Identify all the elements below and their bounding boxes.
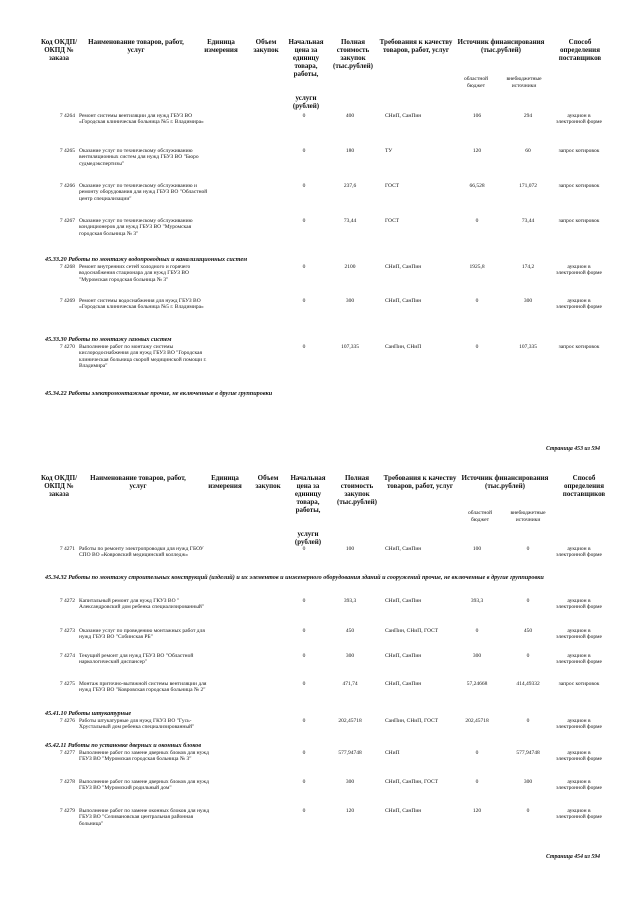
group-heading: 45.34.22 Работы электромонтажные прочие, не включенные в другие группировки xyxy=(45,390,273,397)
header-method: Способ определения поставщиков xyxy=(562,474,606,498)
row-requirements: СНиП, СанПин xyxy=(385,598,422,604)
row-price: 0 xyxy=(302,218,306,224)
row-requirements: СНиП, СанПин xyxy=(385,681,422,687)
row-regional: 0 xyxy=(475,298,479,304)
row-extra: 0 xyxy=(526,598,530,604)
row-code: 7 4279 xyxy=(59,808,75,814)
row-extra: 0 xyxy=(526,808,530,814)
header-price-unit: услуги (рублей) xyxy=(292,94,320,110)
row-total: 107,335 xyxy=(341,344,359,350)
row-code: 7 4278 xyxy=(59,779,75,785)
row-extra: 0 xyxy=(526,546,530,552)
row-method: аукцион в электронной форме xyxy=(556,113,602,126)
header-total: Полная стоимость закупок (тыс.рублей) xyxy=(336,474,378,506)
row-method: запрос котировок xyxy=(558,148,600,154)
row-name: Оказание услуг по проведению монтажных работ для нужд ГБУЗ ВО "Собинская РБ" xyxy=(79,628,205,641)
row-method: аукцион в электронной форме xyxy=(556,546,602,559)
row-name: Капитальный ремонт для нужд ГКУЗ ВО " Александровский дом ребенка специализированный" xyxy=(79,598,205,611)
row-extra: 577,94748 xyxy=(516,750,540,756)
header-price: Начальная цена за единицу товара, работы, xyxy=(290,474,326,514)
row-regional: 106 xyxy=(472,113,482,119)
row-requirements: СанПин, СНиП, ГОСТ xyxy=(385,628,439,634)
row-name: Работы по ремонту электропроводки для нужд ГБОУ СПО ВО «Ковровский медицинский колледж» xyxy=(79,546,204,559)
row-total: 2100 xyxy=(344,264,356,270)
row-price: 0 xyxy=(302,653,306,659)
header-volume: Объем закупок xyxy=(253,38,279,54)
row-total: 120 xyxy=(345,808,355,814)
row-price: 0 xyxy=(302,750,306,756)
page-number: Страница 453 из 594 xyxy=(546,446,601,452)
row-price: 0 xyxy=(302,546,306,552)
row-total: 237,6 xyxy=(343,183,357,189)
row-price: 0 xyxy=(302,681,306,687)
row-method: аукцион в электронной форме xyxy=(556,750,602,763)
row-method: запрос котировок xyxy=(558,681,600,687)
row-name: Монтаж приточно-вытяжной системы вентиляции для нужд ГБУЗ ВО "Ковровская городская больница № 2" xyxy=(79,681,207,694)
row-code: 7 4267 xyxy=(59,218,75,224)
row-price: 0 xyxy=(302,598,306,604)
row-extra: 0 xyxy=(526,653,530,659)
page-453 xyxy=(0,0,640,452)
row-name: Ремонт системы водоснабжения для нужд ГБУЗ ВО «Городская клиническая больница №5 г. Владимира» xyxy=(79,298,204,311)
row-code: 7 4265 xyxy=(59,148,75,154)
row-regional: 1925,8 xyxy=(469,264,485,270)
page-number: Страница 454 из 594 xyxy=(546,854,601,860)
row-regional: 0 xyxy=(475,344,479,350)
row-method: аукцион в электронной форме xyxy=(556,298,602,311)
row-code: 7 4268 xyxy=(59,264,75,270)
header-source-regional: областной бюджет xyxy=(467,510,493,523)
row-regional: 300 xyxy=(472,653,482,659)
row-method: аукцион в электронной форме xyxy=(556,653,602,666)
row-requirements: СНиП, СанПин xyxy=(385,298,422,304)
row-requirements: СНиП, СанПин xyxy=(385,546,422,552)
row-extra: 450 xyxy=(523,628,533,634)
row-price: 0 xyxy=(302,264,306,270)
row-requirements: СНиП, СанПин xyxy=(385,113,422,119)
row-price: 0 xyxy=(302,779,306,785)
row-name: Выполнение работ по монтажу системы кислородоснабжения для нужд ГБУЗ ВО "Городская клиническая больница скорой медицинской помощи г. Владимира" xyxy=(79,344,207,370)
header-code: Код ОКДП/ ОКПД № заказа xyxy=(40,474,78,498)
row-method: аукцион в электронной форме xyxy=(556,264,602,277)
row-name: Выполнение работ по замене дверных блоков для нужд ГБУЗ ВО "Муромский родильный дом" xyxy=(79,779,209,792)
row-requirements: СанПин, СНиП, ГОСТ xyxy=(385,718,439,724)
row-name: Оказание услуг по техническому обслуживанию и ремонту оборудования для нужд ГБУЗ ВО "Областной центр специализации" xyxy=(79,183,208,202)
row-requirements: ГОСТ xyxy=(385,183,400,189)
header-total: Полная стоимость закупок (тыс.рублей) xyxy=(332,38,374,70)
row-extra: 300 xyxy=(523,298,533,304)
row-extra: 171,072 xyxy=(519,183,537,189)
row-code: 7 4274 xyxy=(59,653,75,659)
row-total: 471,74 xyxy=(342,681,358,687)
row-total: 300 xyxy=(345,298,355,304)
row-total: 393,3 xyxy=(343,598,357,604)
row-name: Выполнение работ по замене дверных блоков для нужд ГБУЗ ВО "Муромская городская больница № 3" xyxy=(79,750,209,763)
row-method: аукцион в электронной форме xyxy=(556,628,602,641)
row-name: Текущий ремонт для нужд ГБУЗ ВО "Областной наркологический диспансер" xyxy=(79,653,194,666)
row-code: 7 4271 xyxy=(59,546,75,552)
page-454 xyxy=(0,452,640,905)
row-regional: 66,528 xyxy=(469,183,485,189)
row-regional: 202,45718 xyxy=(465,718,489,724)
header-unit: Единица измерения xyxy=(208,474,242,490)
row-name: Выполнение работ по замене оконных блоков для нужд ГБУЗ ВО "Селивановская центральная районная больница" xyxy=(79,808,210,827)
row-price: 0 xyxy=(302,148,306,154)
group-heading: 45.33.20 Работы по монтажу водопроводных и канализационных систем xyxy=(45,256,248,263)
header-price: Начальная цена за единицу товара, работы, xyxy=(288,38,324,78)
header-name: Наименование товаров, работ, услуг xyxy=(88,38,184,54)
row-extra: 60 xyxy=(525,148,531,154)
row-total: 100 xyxy=(345,546,355,552)
row-total: 73,44 xyxy=(343,218,357,224)
group-heading: 45.33.30 Работы по монтажу газовых систем xyxy=(45,336,172,343)
row-method: запрос котировок xyxy=(558,218,600,224)
header-name: Наименование товаров, работ, услуг xyxy=(90,474,186,490)
row-method: запрос котировок xyxy=(558,183,600,189)
row-requirements: СНиП, СанПин xyxy=(385,808,422,814)
row-code: 7 4275 xyxy=(59,681,75,687)
row-name: Ремонт внутренних сетей холодного и горячего водоснабжения стационара для нужд ГБУЗ ВО "Муромская городская больница № 3" xyxy=(79,264,191,283)
row-regional: 120 xyxy=(472,808,482,814)
row-requirements: ТУ xyxy=(385,148,393,154)
header-volume: Объем закупок xyxy=(255,474,281,490)
row-price: 0 xyxy=(302,628,306,634)
row-total: 450 xyxy=(345,628,355,634)
row-code: 7 4276 xyxy=(59,718,75,724)
row-regional: 0 xyxy=(475,628,479,634)
row-price: 0 xyxy=(302,298,306,304)
header-method: Способ определения поставщиков xyxy=(558,38,602,62)
group-heading: 45.34.32 Работы по монтажу строительных конструкций (изделий) и их элементов и инженерного оборудования зданий и сооружений прочие, не включенные в другие группировки xyxy=(45,574,544,581)
row-extra: 73,44 xyxy=(521,218,535,224)
header-source-regional: областной бюджет xyxy=(463,76,489,89)
row-total: 400 xyxy=(345,113,355,119)
row-requirements: СанПин, СНиП xyxy=(385,344,422,350)
row-price: 0 xyxy=(302,344,306,350)
row-total: 577,94748 xyxy=(338,750,362,756)
row-method: аукцион в электронной форме xyxy=(556,718,602,731)
header-source-extra: внебюджетные источники xyxy=(510,510,546,523)
row-requirements: ГОСТ xyxy=(385,218,400,224)
header-source-extra: внебюджетные источники xyxy=(506,76,542,89)
row-price: 0 xyxy=(302,113,306,119)
row-method: запрос котировок xyxy=(558,344,600,350)
row-regional: 0 xyxy=(475,218,479,224)
row-method: аукцион в электронной форме xyxy=(556,598,602,611)
row-regional: 0 xyxy=(475,779,479,785)
row-extra: 107,335 xyxy=(519,344,537,350)
row-name: Ремонт системы вентиляции для нужд ГБУЗ ВО «Городская клиническая больница №5 г. Владимира» xyxy=(79,113,204,126)
row-method: аукцион в электронной форме xyxy=(556,808,602,821)
row-code: 7 4270 xyxy=(59,344,75,350)
row-code: 7 4273 xyxy=(59,628,75,634)
row-price: 0 xyxy=(302,808,306,814)
row-price: 0 xyxy=(302,183,306,189)
header-code: Код ОКДП/ ОКПД № заказа xyxy=(40,38,78,62)
row-method: аукцион в электронной форме xyxy=(556,779,602,792)
group-heading: 45.41.10 Работы штукатурные xyxy=(45,710,132,717)
header-source: Источник финансирования (тыс.рублей) xyxy=(457,38,545,54)
row-extra: 294 xyxy=(523,113,533,119)
row-name: Оказание услуг по техническому обслуживанию вентиляционных систем для нужд ГБУЗ ВО "Бюро судмедэкспертизы" xyxy=(79,148,199,167)
row-regional: 57,24668 xyxy=(466,681,488,687)
row-code: 7 4266 xyxy=(59,183,75,189)
row-regional: 0 xyxy=(475,750,479,756)
row-name: Оказание услуг по техническому обслуживанию кондиционеров для нужд ГБУЗ ВО "Муромская городская больница № 3" xyxy=(79,218,193,237)
row-total: 300 xyxy=(345,653,355,659)
row-regional: 100 xyxy=(472,546,482,552)
row-total: 300 xyxy=(345,779,355,785)
row-extra: 0 xyxy=(526,718,530,724)
row-name: Работы штукатурные для нужд ГКУЗ ВО "Гусь-Хрустальный дом ребенка специализированный" xyxy=(79,718,195,731)
row-requirements: СНиП xyxy=(385,750,400,756)
header-source: Источник финансирования (тыс.рублей) xyxy=(461,474,549,490)
row-code: 7 4264 xyxy=(59,113,75,119)
header-requirements: Требования к качеству товаров, работ, услуг xyxy=(383,474,457,490)
row-requirements: СНиП, СанПин, ГОСТ xyxy=(385,779,439,785)
row-extra: 414,49332 xyxy=(516,681,540,687)
row-requirements: СНиП, СанПин xyxy=(385,653,422,659)
row-total: 180 xyxy=(345,148,355,154)
row-code: 7 4269 xyxy=(59,298,75,304)
group-heading: 45.42.11 Работы по установке дверных и оконных блоков xyxy=(45,742,202,749)
row-regional: 120 xyxy=(472,148,482,154)
row-extra: 300 xyxy=(523,779,533,785)
row-regional: 393,3 xyxy=(470,598,484,604)
row-price: 0 xyxy=(302,718,306,724)
row-code: 7 4277 xyxy=(59,750,75,756)
row-extra: 174,2 xyxy=(521,264,535,270)
header-unit: Единица измерения xyxy=(204,38,238,54)
row-total: 202,45718 xyxy=(338,718,362,724)
header-requirements: Требования к качеству товаров, работ, услуг xyxy=(379,38,453,54)
header-price-unit: услуги (рублей) xyxy=(294,530,322,546)
row-requirements: СНиП, СанПин xyxy=(385,264,422,270)
row-code: 7 4272 xyxy=(59,598,75,604)
